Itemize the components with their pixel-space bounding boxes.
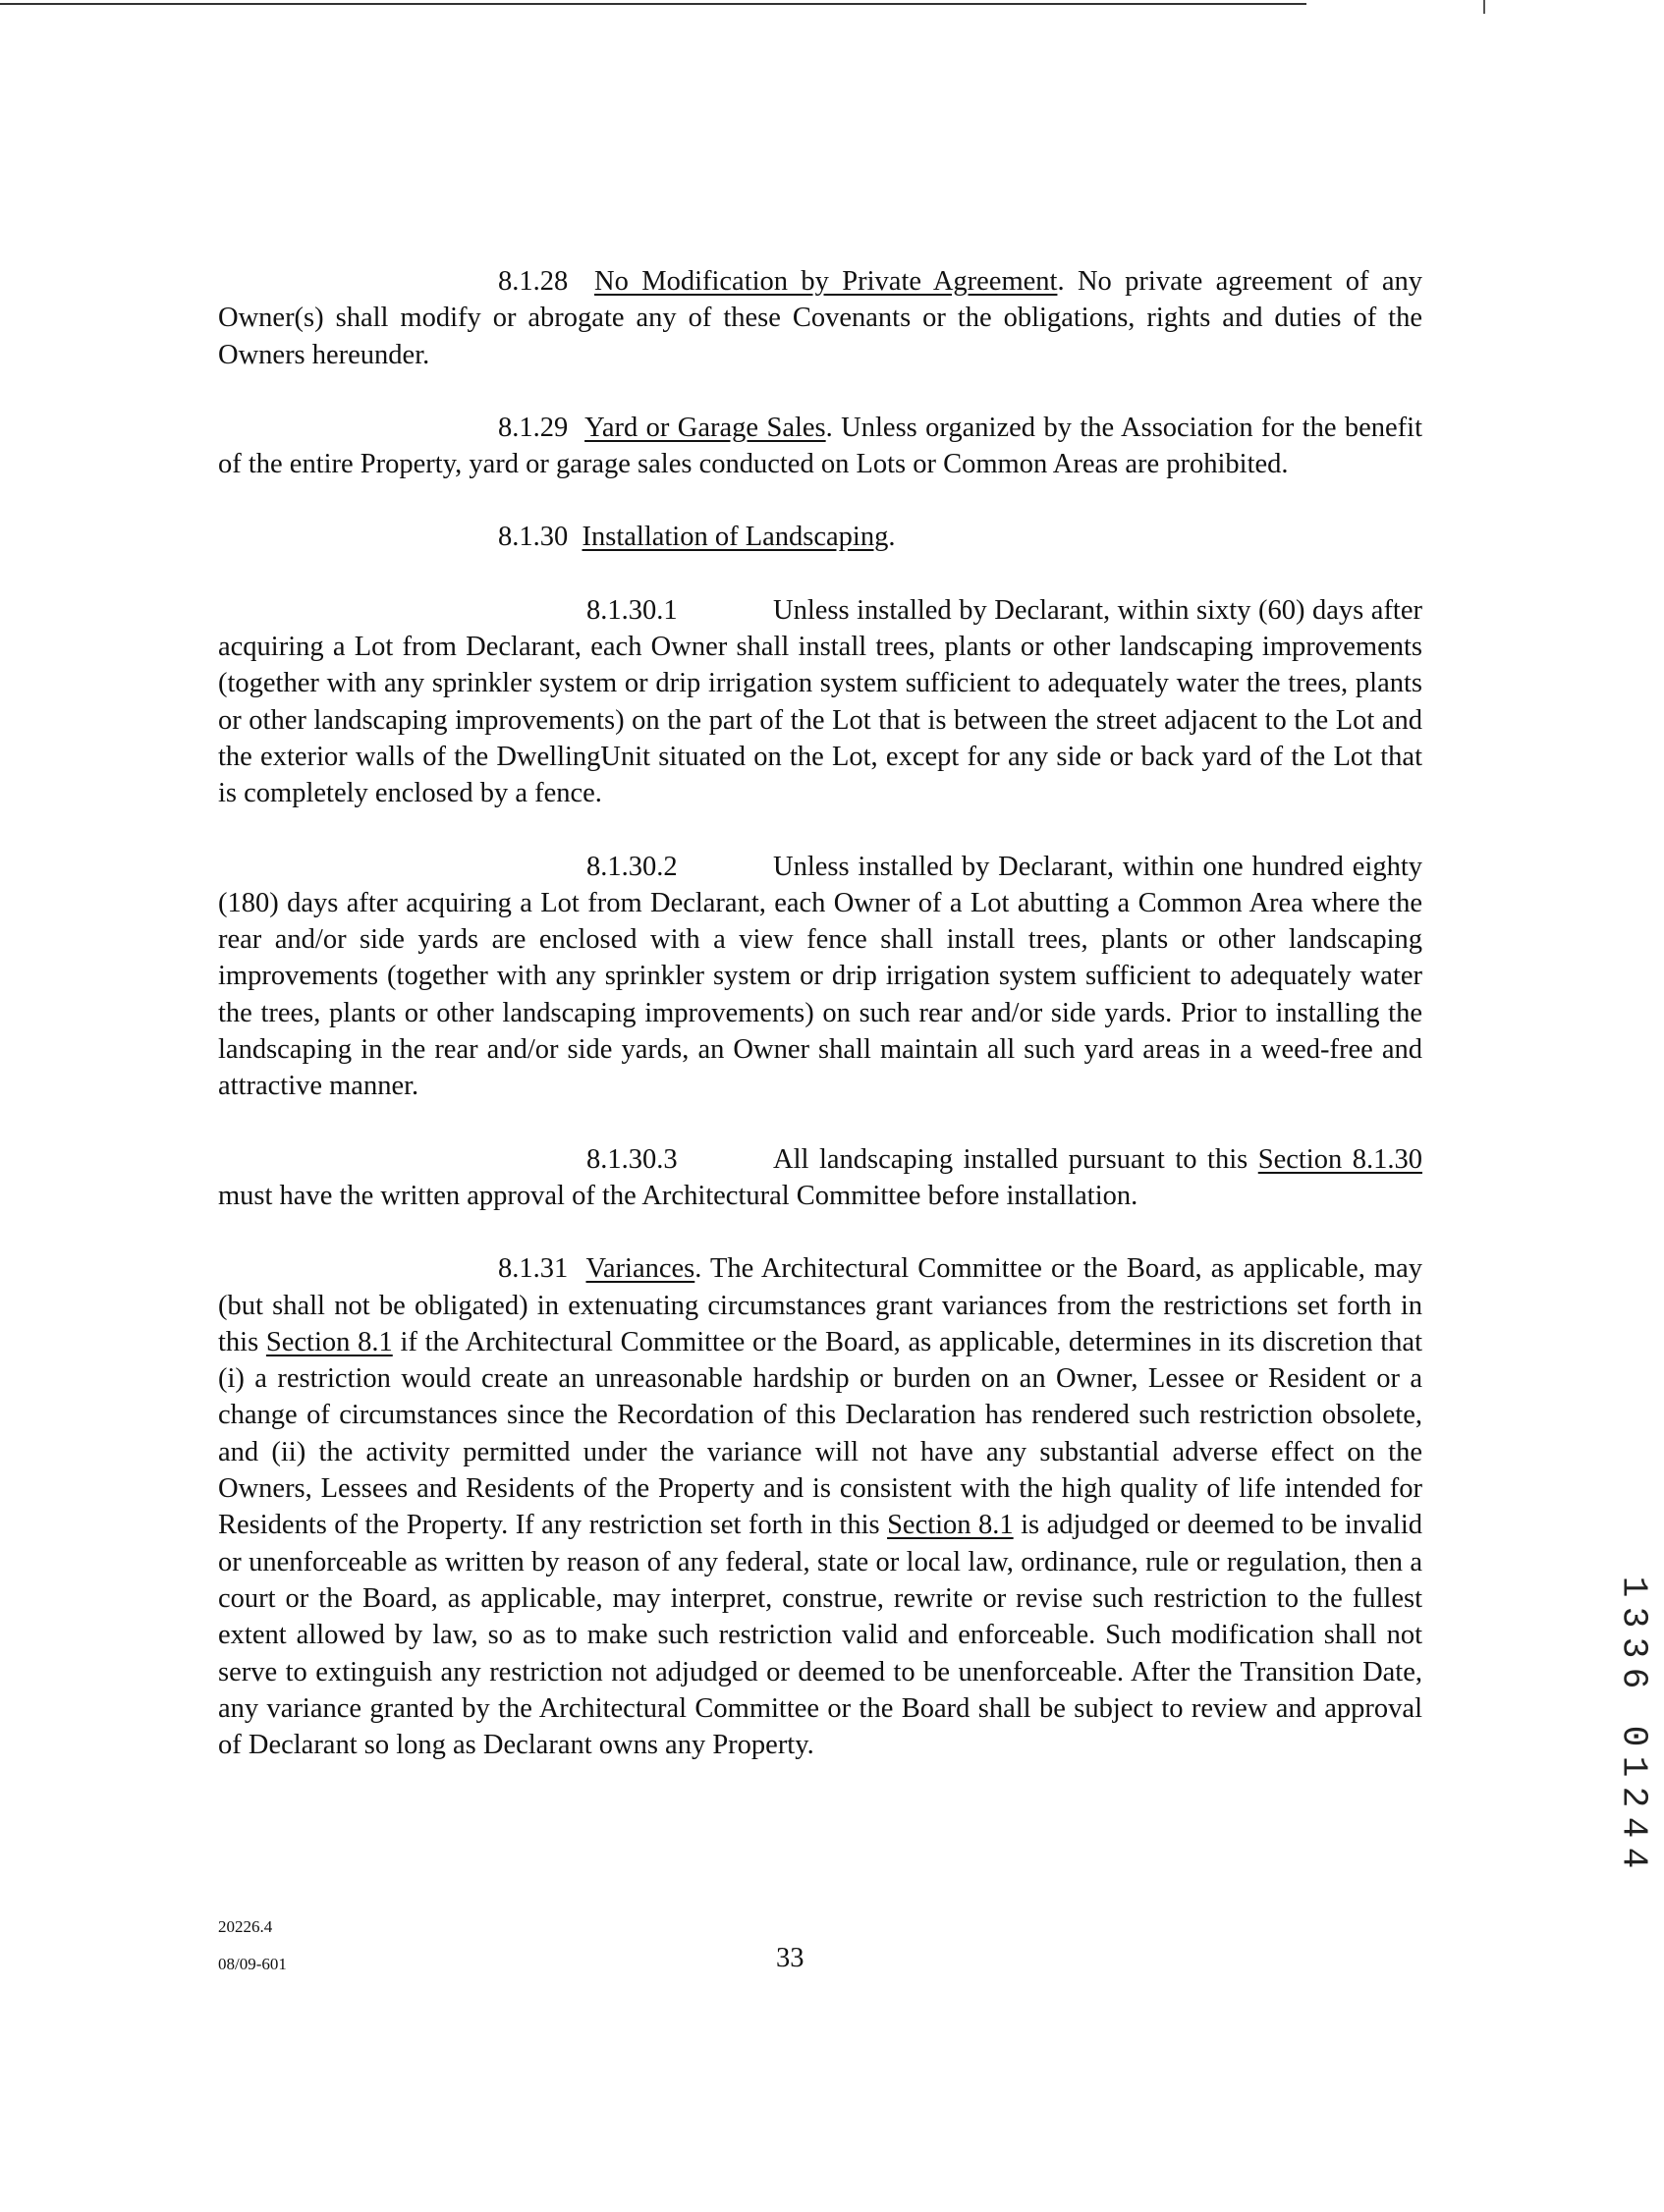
subsection-number: 8.1.30.1: [586, 594, 678, 626]
subsection-text: Unless installed by Declarant, within one hundred eighty (180) days after acquiring a Lot from Declarant, each Owner of a Lot abutting a Common Area where the rear and/or side yards are enclosed with a view fence shall install trees, plants or other landscaping improvements (together with any sprinkler system or drip irrigation system sufficient to adequately water the trees, plants or other landscaping improvements) on such rear and/or side yards. Prior to installing the landscaping in the rear and/or side yards, an Owner shall maintain all such yard areas in a weed-free and attractive manner.: [218, 851, 1422, 1102]
section-8-1-30-2: [218, 849, 1422, 1105]
section-8-1-30-heading: [218, 519, 1422, 555]
subsection-text: Unless installed by Declarant, within sixty (60) days after acquiring a Lot from Declarant, each Owner shall install trees, plants or other landscaping improvements (together with any sprinkler system or drip irrigation system sufficient to adequately water the trees, plants or other landscaping improvements) on the part of the Lot that is between the street adjacent to the Lot and the exterior walls of the DwellingUnit situated on the Lot, except for any side or back yard of the Lot that is completely enclosed by a fence.: [218, 594, 1422, 809]
section-8-1-30-1: [218, 592, 1422, 812]
section-title: No Modification by Private Agreement: [594, 266, 1058, 297]
subsection-text: must have the written approval of the Architectural Committee before installation.: [218, 1180, 1138, 1211]
section-8-1-29: [218, 410, 1422, 483]
stamp-digit: 4: [1613, 1816, 1654, 1839]
section-title: Variances: [585, 1253, 695, 1285]
section-number: 8.1.30: [498, 522, 569, 553]
top-scan-rule: [0, 3, 1306, 5]
stamp-digit: 3: [1613, 1606, 1654, 1629]
section-cross-reference: Section 8.1.30: [1257, 1143, 1422, 1175]
stamp-gap: [1619, 1693, 1648, 1721]
section-number: 8.1.29: [498, 412, 569, 443]
section-text: is adjudged or deemed to be invalid or unenforceable as written by reason of any federal, state or local law, ordinance, rule or regulation, then a court or the Board, as applicable, may interpret, construe, rewrite or revise such restriction to the fullest extent allowed by law, so as to make such restriction valid and enforceable. Such modification shall not serve to extinguish any restriction not adjudged or deemed to be unenforceable. After the Transition Date, any variance granted by the Architectural Committee or the Board shall be subject to review and approval of Declarant so long as Declarant owns any Property.: [218, 1510, 1423, 1761]
section-title-period: .: [888, 522, 896, 553]
stamp-digit: 4: [1613, 1847, 1654, 1869]
section-8-1-30-3: [218, 1141, 1422, 1215]
document-body: [218, 263, 1422, 1763]
section-8-1-31: [218, 1250, 1422, 1763]
stamp-digit: 1: [1613, 1576, 1654, 1598]
section-text: . No private agreement of any Owner(s) shall modify or abrogate any of these Covenants or the obligations, rights and duties of the Owners hereunder.: [218, 266, 1422, 370]
footer-document-code: 20226.4: [218, 1917, 273, 1936]
subsection-number: 8.1.30.2: [586, 851, 678, 882]
section-cross-reference: Section 8.1: [887, 1510, 1014, 1541]
page-number: 33: [776, 1943, 804, 1973]
stamp-digit: 0: [1613, 1725, 1654, 1747]
section-title: Installation of Landscaping: [582, 522, 889, 553]
section-8-1-28: [218, 263, 1422, 373]
section-text: . The Architectural Committee or the Board, as applicable, may (but shall not be obligated) in extenuating circumstances grant variances from the restrictions set forth in this: [218, 1253, 1423, 1357]
section-cross-reference: Section 8.1: [265, 1326, 393, 1357]
stamp-digit: 3: [1613, 1636, 1654, 1659]
stamp-digit: 1: [1613, 1755, 1654, 1778]
section-number: 8.1.31: [498, 1253, 569, 1285]
footer-date-code: 08/09-601: [218, 1955, 287, 1973]
subsection-text: All landscaping installed pursuant to this: [773, 1143, 1258, 1175]
subsection-number: 8.1.30.3: [586, 1143, 678, 1175]
section-number: 8.1.28: [498, 266, 569, 297]
section-text: . Unless organized by the Association for the benefit of the entire Property, yard or garage sales conducted on Lots or Common Areas are prohibited.: [218, 412, 1423, 480]
side-recording-stamp: [1613, 1572, 1654, 1873]
top-scan-mark: [1483, 0, 1485, 14]
section-title: Yard or Garage Sales: [584, 412, 826, 443]
stamp-digit: 2: [1613, 1786, 1654, 1808]
stamp-digit: 6: [1613, 1667, 1654, 1689]
section-text: if the Architectural Committee or the Board, as applicable, determines in its discretion that (i) a restriction would create an unreasonable hardship or burden on an Owner, Lessee or Resident or a change of circumstances since the Recordation of this Declaration has rendered such restriction obsolete, and (ii) the activity permitted under the variance will not have any substantial adverse effect on the Owners, Lessees and Residents of the Property and is consistent with the high quality of life intended for Residents of the Property. If any restriction set forth in this: [218, 1326, 1422, 1541]
